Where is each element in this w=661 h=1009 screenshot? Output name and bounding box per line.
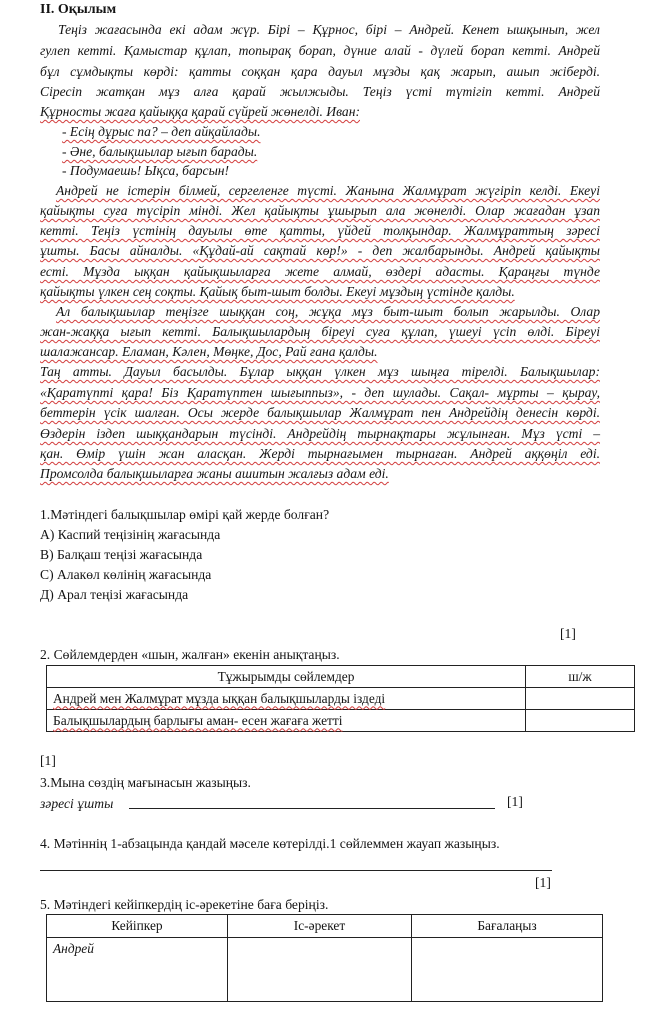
- action-cell[interactable]: [228, 938, 412, 1002]
- question-4-answer-line[interactable]: [40, 870, 552, 871]
- character-evaluation-table: [46, 914, 603, 1002]
- evaluation-cell[interactable]: [412, 938, 603, 1002]
- passage-line: Ал балықшылар теңізге шыққан соң, жұқа мұз быт-шыт болып жарылды. Олар: [56, 304, 600, 319]
- question-4-score: [1]: [535, 875, 551, 890]
- passage-line: Құрносты жаға қайыққа қарай сүйрей жөнелді. Иван:: [40, 104, 360, 119]
- passage-line: «Қаратүпті қара! Біз Қаратүптен шығыппыз», - деп шулады. Сақал- мұрты – қырау,: [40, 385, 600, 400]
- passage-line: Сіресіп жатқан мұз алға қарай жылжыды. Теңіз үсті түтігіп кетті. Андрей: [40, 84, 600, 99]
- passage-line: бұл сұмдықты көрді: қатты соққан қара дауыл мұзды қақ жарып, ашып жіберді.: [40, 64, 600, 79]
- table-header-action: Іс-әрекет: [228, 915, 412, 938]
- passage-line: Теңіз жағасында екі адам жүр. Бірі – Құрнос, бірі – Андрей. Кенет ышқынып, жел: [58, 22, 600, 37]
- character-cell: Андрей: [47, 938, 228, 1002]
- table-header-character: Кейіпкер: [47, 915, 228, 938]
- table-row: [47, 938, 603, 1002]
- answer-cell[interactable]: [526, 688, 635, 710]
- passage-line: қан. Өмір үшін жан аласқан. Жерді тырнағымен тырнаған. Андрей аққөңіл еді.: [40, 446, 600, 461]
- section-title: II. Оқылым: [40, 2, 117, 17]
- dialogue-line: - Подумаешь! Ықса, барсын!: [62, 163, 230, 178]
- question-2-score: [1]: [40, 753, 56, 768]
- question-1-option-d[interactable]: Д) Арал теңізі жағасында: [40, 587, 189, 602]
- question-1-option-c[interactable]: С) Алакөл көлінің жағасында: [40, 567, 212, 582]
- passage-line: қайықты суға түсіріп мінді. Жел қайықты ұшырып ала жөнелді. Олар жағадан ұзап: [40, 203, 600, 218]
- passage-line: Таң атты. Дауыл басылды. Бұлар ыққан үлкен мұз шыңға тірелді. Балықшылар:: [40, 364, 600, 379]
- passage-line: кетті. Теңіз үстінің дауылы өте қатты, үйдей толқындар. Жалмұраттың зәресі: [40, 223, 600, 238]
- question-2-text: 2. Сөйлемдерден «шын, жалған» екенін анықтаңыз.: [40, 647, 340, 662]
- question-3-answer-line[interactable]: [129, 808, 495, 809]
- table-row: [47, 688, 635, 710]
- passage-line: жан-жаққа ығып кетті. Балықшылардың біреуі суға құлап, үшеуі үсіп өлді. Біреуі: [40, 324, 600, 339]
- passage-line: гулеп кетті. Қамыстар құлап, топырақ борап, дүние алай - дүлей борап кетті. Андрей: [40, 43, 600, 58]
- question-1-option-b[interactable]: В) Балқаш теңізі жағасында: [40, 547, 203, 562]
- dialogue-line: - Әне, балықшылар ығып барады.: [62, 144, 258, 159]
- question-3-term: зәресі ұшты: [40, 796, 114, 811]
- statement-cell: [47, 688, 526, 710]
- question-4-text: 4. Мәтіннің 1-абзацында қандай мәселе көтерілді.1 сөйлеммен жауап жазыңыз.: [40, 836, 500, 851]
- passage-line: Өздерін іздеп шыққандарын түсінді. Андрейдің тырнақтары жұлынған. Мұз үсті –: [40, 426, 600, 441]
- question-3-score: [1]: [507, 794, 523, 809]
- statement-text: Балықшылардың барлығы аман- есен жағаға жетті: [53, 712, 343, 728]
- question-1-text: 1.Мәтіндегі балықшылар өмірі қай жерде болған?: [40, 507, 330, 522]
- passage-line: беттерін үсік шалған. Осы жерде балықшылар Жалмұрат пен Андрейдің денесін көрді.: [40, 405, 600, 420]
- passage-line: Андрей не істерін білмей, сергеленге түсті. Жанына Жалмұрат жүгіріп келді. Екеуі: [56, 183, 600, 198]
- table-header-row: [47, 915, 603, 938]
- table-row: [47, 710, 635, 732]
- passage-line: ұшты. Басы айналды. «Құдай-ай сақтай көр!» - деп жалбарынды. Андрей қайықты: [40, 243, 600, 258]
- passage-line: Промсолда балықшыларға жаны ашитын жалғыз адам еді.: [40, 466, 389, 481]
- passage-line: есті. Мұзда ыққан қайықшыларға жете алмай, өздері адасты. Қараңғы түнде: [40, 264, 600, 279]
- true-false-table: [46, 665, 635, 732]
- answer-cell[interactable]: [526, 710, 635, 732]
- table-header-true-false: ш/ж: [526, 666, 635, 688]
- question-5-text: 5. Мәтіндегі кейіпкердің іс-әрекетіне баға беріңіз.: [40, 897, 329, 912]
- statement-cell: [47, 710, 526, 732]
- question-3-text: 3.Мына сөздің мағынасын жазыңыз.: [40, 775, 251, 790]
- table-header-statements: Тұжырымды сөйлемдер: [47, 666, 526, 688]
- question-1-score: [1]: [560, 626, 576, 641]
- passage-line: қайықты үлкен сең соқты. Қайық быт-шыт болды. Екеуі мұздың үстінде қалды.: [40, 284, 515, 299]
- passage-line: шалажансар. Еламан, Кәлен, Мөңке, Дос, Рай ғана қалды.: [40, 344, 378, 359]
- dialogue-line: - Есің дұрыс па? – деп айқайлады.: [62, 124, 261, 139]
- statement-text: Андрей мен Жалмұрат мұзда ыққан балықшыларды іздеді: [53, 690, 386, 706]
- question-1-option-a[interactable]: А) Каспий теңізінің жағасында: [40, 527, 221, 542]
- table-header-row: [47, 666, 635, 688]
- table-header-evaluation: Бағалаңыз: [412, 915, 603, 938]
